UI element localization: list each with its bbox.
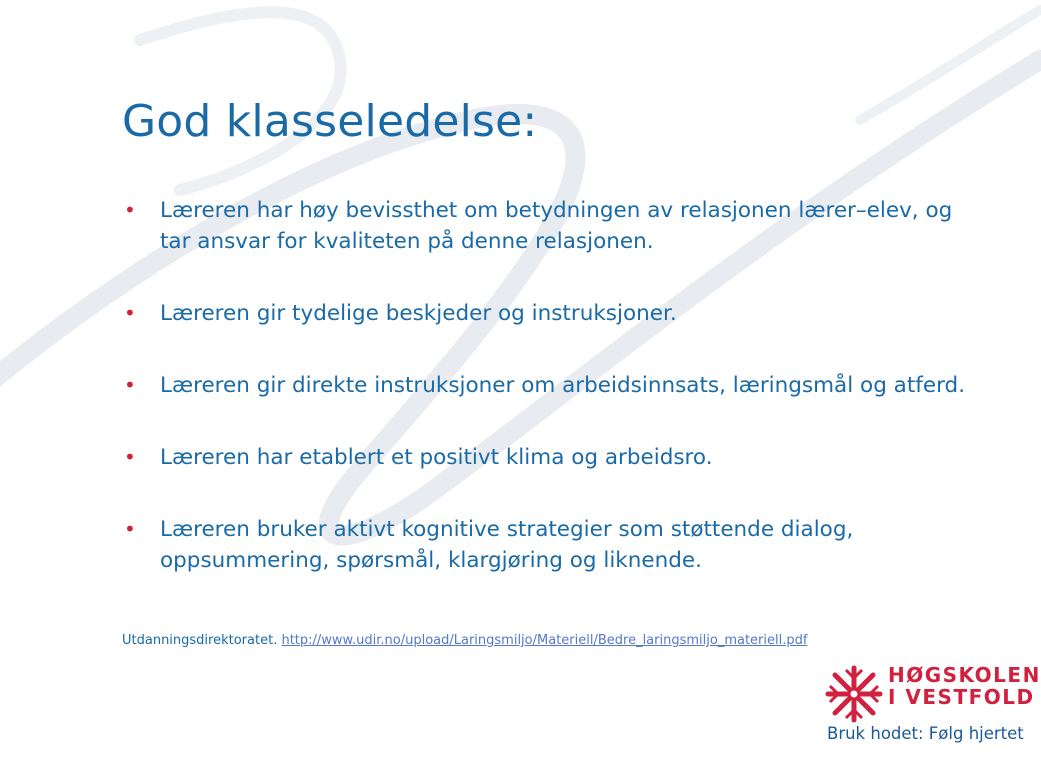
source-label: Utdanningsdirektoratet.: [122, 633, 278, 648]
bullet-icon: •: [124, 373, 136, 397]
college-logo-text: [888, 664, 1041, 708]
bullet-text: Læreren gir tydelige beskjeder og instruksjoner.: [160, 301, 677, 326]
bullet-icon: •: [124, 517, 136, 541]
source-citation: [122, 633, 807, 648]
logo-line-2: I VESTFOLD: [888, 685, 1035, 709]
bullet-item: [122, 514, 982, 576]
slide-title: God klasseledelse:: [122, 96, 538, 147]
bullet-icon: •: [124, 445, 136, 469]
bullet-icon: •: [124, 198, 136, 222]
bullet-item: [122, 298, 982, 329]
bullet-text: Læreren gir direkte instruksjoner om arbeidsinnsats, læringsmål og atferd.: [160, 373, 966, 398]
bullet-text: Læreren har høy bevissthet om betydningen av relasjonen lærer–elev, og tar ansvar for kvaliteten på denne relasjonen.: [160, 198, 953, 254]
college-tagline: Bruk hodet: Følg hjertet: [827, 724, 1024, 743]
logo-line-1: HØGSKOLEN: [888, 663, 1041, 687]
bullet-icon: •: [124, 301, 136, 325]
college-logo-icon: [824, 664, 884, 724]
source-link[interactable]: http://www.udir.no/upload/Laringsmiljo/Materiell/Bedre_laringsmiljo_materiell.pdf: [281, 633, 808, 648]
bullet-text: Læreren har etablert et positivt klima og arbeidsro.: [160, 445, 713, 470]
bullet-item: [122, 195, 982, 257]
bullet-text: Læreren bruker aktivt kognitive strategier som støttende dialog, oppsummering, spørsmål, klargjøring og liknende.: [160, 517, 854, 573]
bullet-list: [122, 195, 982, 576]
bullet-item: [122, 370, 982, 401]
bullet-item: [122, 442, 982, 473]
